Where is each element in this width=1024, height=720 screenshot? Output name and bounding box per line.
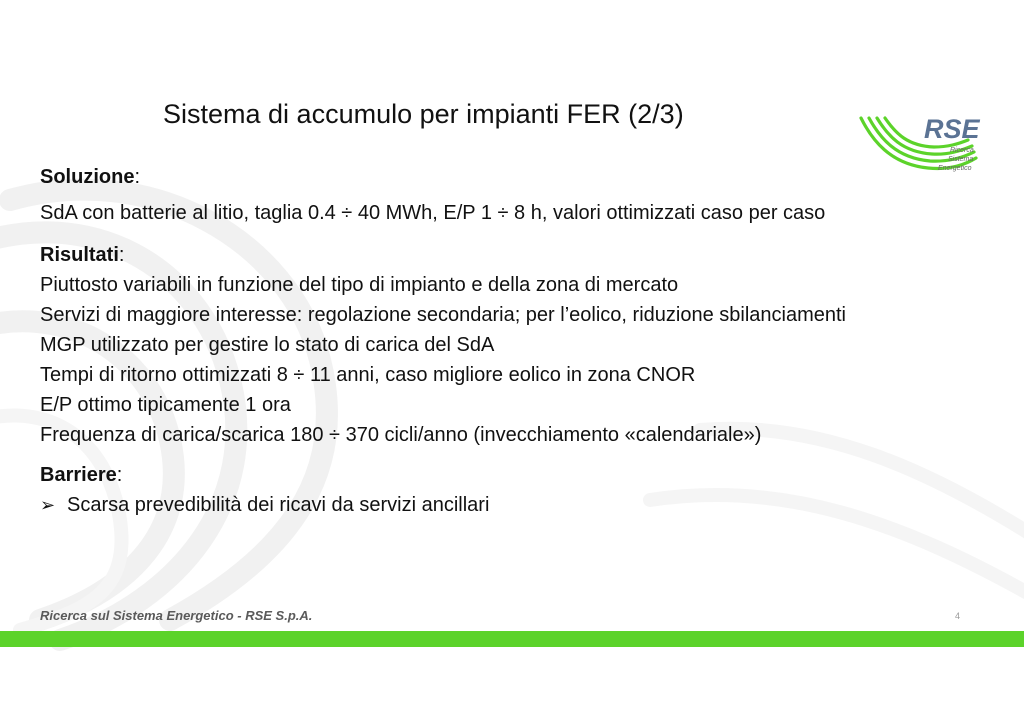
soluzione-heading <box>40 162 1000 192</box>
risultati-colon: : <box>118 244 125 266</box>
risultati-line: Tempi di ritorno ottimizzati 8 ÷ 11 anni, caso migliore eolico in zona CNOR <box>40 364 696 386</box>
slide-content <box>40 162 1000 520</box>
soluzione-text: SdA con batterie al litio, taglia 0.4 ÷ 40 MWh, E/P 1 ÷ 8 h, valori ottimizzati caso per caso <box>40 202 826 224</box>
rse-logo-subtext-1: Ricerca <box>950 147 974 154</box>
barriere-label: Barriere <box>40 464 117 486</box>
risultati-heading <box>40 240 1000 270</box>
rse-logo-subtext-3: Energetico <box>938 165 972 172</box>
barriere-list-item <box>40 490 1000 520</box>
rse-logo-subtext-2: Sistema <box>948 156 974 163</box>
footer-organization-text: Ricerca sul Sistema Energetico - RSE S.p.A. <box>40 608 313 623</box>
risultati-line: Piuttosto variabili in funzione del tipo di impianto e della zona di mercato <box>40 274 679 296</box>
barriere-colon: : <box>116 464 123 486</box>
risultati-line: MGP utilizzato per gestire lo stato di carica del SdA <box>40 334 495 356</box>
risultati-label: Risultati <box>40 244 119 266</box>
risultati-line: Frequenza di carica/scarica 180 ÷ 370 cicli/anno (invecchiamento «calendariale») <box>40 424 762 446</box>
risultati-line: Servizi di maggiore interesse: regolazione secondaria; per l’eolico, riduzione sbilanciamenti <box>40 304 846 326</box>
arrow-bullet-icon: ➢ <box>40 495 56 515</box>
barriere-heading <box>40 460 1000 490</box>
soluzione-colon: : <box>134 166 141 188</box>
barriere-item-text: Scarsa prevedibilità dei ricavi da servizi ancillari <box>67 494 490 516</box>
rse-logo-brand-text: RSE <box>924 114 980 144</box>
slide-title: Sistema di accumulo per impianti FER (2/3) <box>163 99 684 129</box>
soluzione-label: Soluzione <box>40 166 135 188</box>
footer-green-bar <box>0 631 1024 647</box>
page-number: 4 <box>955 611 961 621</box>
risultati-line: E/P ottimo tipicamente 1 ora <box>40 394 291 416</box>
